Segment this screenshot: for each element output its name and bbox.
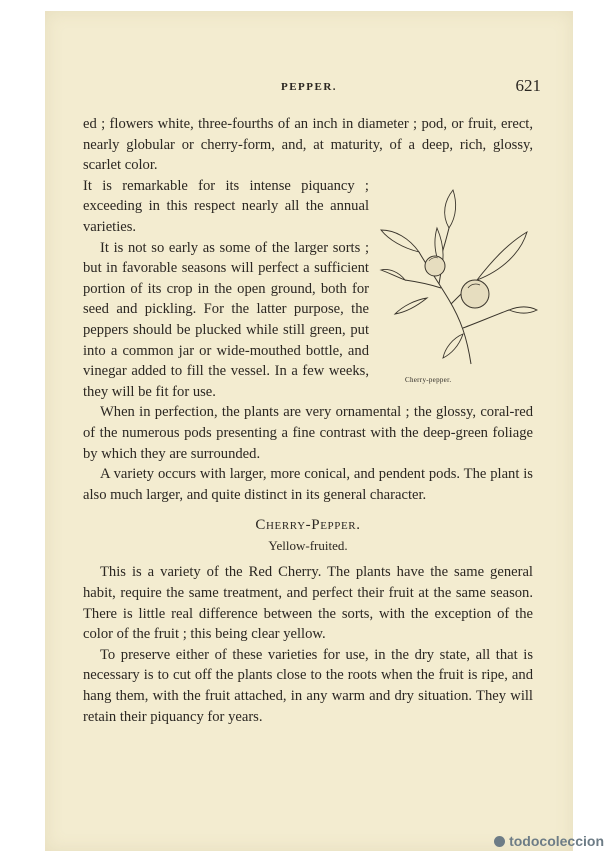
running-header [45, 76, 573, 101]
page-number: 621 [515, 76, 541, 95]
page-text [83, 114, 533, 727]
paragraph-2: It is not so early as some of the larger sorts ; but in favorable seasons will perfect a sufficient portion of its crop in the open ground, both for seed and pickling. For the latter purpose, the peppers should be plucked while still green, put into a common jar or wide-mouthed bottle, and vinegar added to fill the vessel. In a few weeks, they will be fit for use. [83, 239, 369, 400]
figure-caption: Cherry-pepper. [405, 375, 452, 384]
paragraph-6: To preserve either of these varieties for use, in the dry state, all that is necessary is to cut off the plants close to the roots when the fruit is ripe, and hang them, with the fruit attached, in any warm and dry situation. They will retain their piquancy for years. [83, 646, 533, 725]
cherry-pepper-illustration [379, 188, 541, 368]
section-title: Cherry-Pepper. [255, 517, 361, 534]
paragraph-5: This is a variety of the Red Cherry. The plants have the same general habit, require the same treatment, and perfect their fruit at the same season. There is little real difference between the sorts, with the exception of the color of the fruit ; this being clear yellow. [83, 564, 533, 643]
paragraph-4: A variety occurs with larger, more conical, and pendent pods. The plant is also much larger, and quite distinct in its general character. [83, 466, 533, 503]
watermark-text: todocoleccion [509, 833, 604, 849]
watermark [494, 833, 604, 849]
paragraph-3: When in perfection, the plants are very ornamental ; the glossy, coral-red of the numerous pods presenting a fine contrast with the deep-green foliage by which they are surrounded. [83, 404, 533, 462]
header-title: PEPPER. [280, 81, 338, 93]
watermark-dot-icon [494, 836, 505, 847]
paragraph-1a: ed ; flowers white, three-fourths of an inch in diameter ; pod, or fruit, erect, nearly globular or cherry-form, and, at maturity, of a deep, rich, glossy, scarlet color. [83, 116, 533, 174]
book-page [45, 11, 573, 851]
paragraph-1b: It is remarkable for its intense piquancy ; exceeding in this respect nearly all the annual varieties. [83, 177, 369, 235]
cherry-pepper-figure [379, 188, 541, 386]
section-subtitle: Yellow-fruited. [268, 537, 348, 553]
